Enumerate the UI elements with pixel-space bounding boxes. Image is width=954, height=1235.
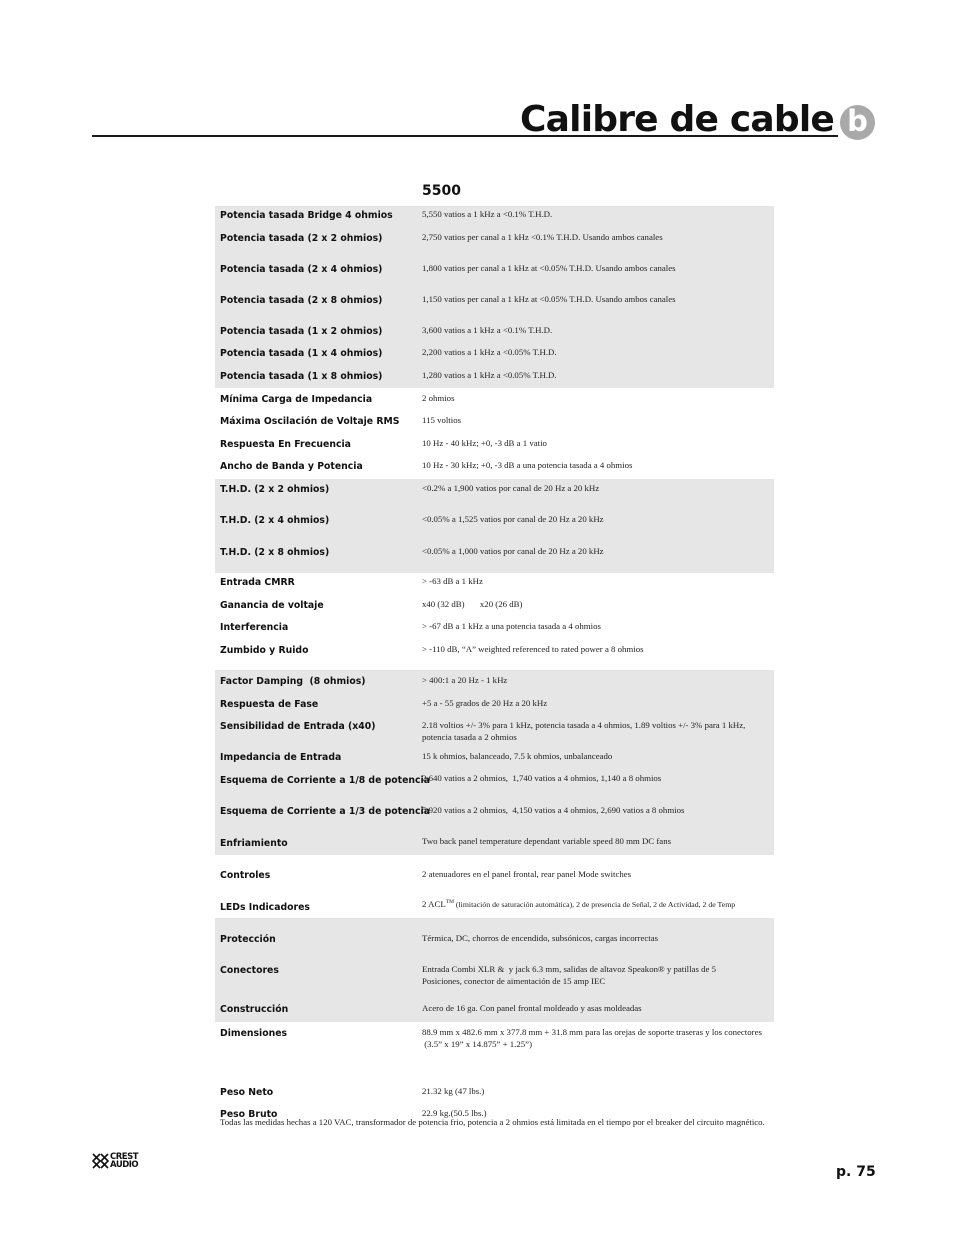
spec-value: 5,920 vatios a 2 ohmios, 4,150 vatios a 4 ohmios, 2,690 vatios a 8 ohmios xyxy=(422,805,685,815)
spec-value: <0.05% a 1,000 vatios por canal de 20 Hz a 20 kHz xyxy=(422,546,604,556)
spec-value: 1,280 vatios a 1 kHz a <0.05% T.H.D. xyxy=(422,370,557,380)
spec-value: x40 (32 dB) x20 (26 dB) xyxy=(422,599,523,609)
spec-value: Térmica, DC, chorros de encendido, subsónicos, cargas incorrectas xyxy=(422,933,659,943)
spec-label: Potencia tasada (1 x 2 ohmios) xyxy=(220,326,383,337)
logo-text-crest: CREST xyxy=(110,1152,139,1162)
spec-value: 2,750 vatios per canal a 1 kHz <0.1% T.H.D. Usando ambos canales xyxy=(422,232,663,242)
spec-value: 10 Hz - 30 kHz; +0, -3 dB a una potencia tasada a 4 ohmios xyxy=(422,460,633,470)
spec-value: Entrada Combi XLR & y jack 6.3 mm, salidas de altavoz Speakon® y patillas de 5 Posiciones, conector de aimentación de 15 amp IEC xyxy=(422,964,719,986)
spec-label: Mínima Carga de Impedancia xyxy=(220,394,373,405)
crest-logo-icon xyxy=(92,1153,109,1169)
spec-label: Construcción xyxy=(220,1004,289,1015)
spec-value: 115 voltios xyxy=(422,415,462,425)
spec-value: 2 ohmios xyxy=(422,393,455,403)
spec-table xyxy=(215,206,774,1122)
spec-value: 2,200 vatios a 1 kHz a <0.05% T.H.D. xyxy=(422,347,557,357)
leds-value-prefix: 2 ACL xyxy=(422,899,446,909)
spec-group-mechanical xyxy=(215,918,774,1022)
spec-label: Máxima Oscilación de Voltaje RMS xyxy=(220,416,400,427)
spec-label: Enfriamiento xyxy=(220,838,288,849)
spec-value: > -110 dB, “A” weighted referenced to rated power a 8 ohmios xyxy=(422,644,644,654)
spec-label: Controles xyxy=(220,870,271,881)
spec-value: > 400:1 a 20 Hz - 1 kHz xyxy=(422,675,508,685)
spec-label: Protección xyxy=(220,934,276,945)
spec-label: Esquema de Corriente a 1/8 de potencia xyxy=(220,775,430,786)
spec-label: Entrada CMRR xyxy=(220,577,295,588)
model-heading: 5500 xyxy=(422,183,461,199)
spec-label: Factor Damping (8 ohmios) xyxy=(220,676,366,687)
page-title: Calibre de cable xyxy=(520,99,834,140)
spec-label: Esquema de Corriente a 1/3 de potencia xyxy=(220,806,430,817)
spec-value: > -63 dB a 1 kHz xyxy=(422,576,483,586)
spec-label: Zumbido y Ruido xyxy=(220,645,309,656)
spec-label: T.H.D. (2 x 4 ohmios) xyxy=(220,515,330,526)
logo-text-audio: AUDIO xyxy=(110,1160,139,1170)
spec-label: Potencia tasada (1 x 4 ohmios) xyxy=(220,348,383,359)
spec-value: 22.9 kg.(50.5 lbs.) xyxy=(422,1108,487,1118)
footnote: Todas las medidas hechas a 120 VAC, transformador de potencia frio, potencia a 2 ohmios está limitada en el tiempo por el breaker del circuito magnético. xyxy=(220,1117,765,1127)
spec-group-power xyxy=(215,206,774,388)
spec-value: Acero de 16 ga. Con panel frontal moldeado y asas moldeadas xyxy=(422,1003,642,1013)
spec-value: 1,800 vatios per canal a 1 kHz at <0.05% T.H.D. Usando ambos canales xyxy=(422,263,676,273)
spec-label: Dimensiones xyxy=(220,1028,288,1039)
spec-group-noise xyxy=(215,573,774,670)
dimensions-imperial: (3.5” x 19” x 14.875” + 1.25”) xyxy=(422,1038,533,1049)
spec-group-response xyxy=(215,388,774,479)
spec-value: 2.18 voltios +/- 3% para 1 kHz, potencia tasada a 4 ohmios, 1.89 voltios +/- 3% para 1 kHz, potencia tasada a 2 ohmios xyxy=(422,720,746,742)
spec-label: Conectores xyxy=(220,965,279,976)
spec-label: Potencia tasada (1 x 8 ohmios) xyxy=(220,371,383,382)
page-number: p. 75 xyxy=(836,1164,876,1180)
spec-label: Respuesta de Fase xyxy=(220,699,319,710)
spec-label: Peso Neto xyxy=(220,1087,274,1098)
brand-logo xyxy=(92,1152,162,1170)
spec-value: Two back panel temperature dependant variable speed 80 mm DC fans xyxy=(422,836,672,846)
spec-group-controls xyxy=(215,855,774,918)
leds-value-rest: (limitación de saturación automática), 2 de presencia de Señal, 2 de Actividad, 2 de Temp xyxy=(453,900,736,909)
spec-label: T.H.D. (2 x 8 ohmios) xyxy=(220,547,330,558)
spec-label: Potencia tasada Bridge 4 ohmios xyxy=(220,210,393,221)
spec-value: <0.2% a 1,900 vatios por canal de 20 Hz a 20 kHz xyxy=(422,483,600,493)
spec-value: 2,640 vatios a 2 ohmios, 1,740 vatios a 4 ohmios, 1,140 a 8 ohmios xyxy=(422,773,662,783)
spec-group-thd xyxy=(215,479,774,573)
appendix-badge: b xyxy=(840,105,875,140)
spec-label: Ganancia de voltaje xyxy=(220,600,324,611)
spec-label: Peso Bruto xyxy=(220,1109,278,1120)
spec-group-electrical xyxy=(215,670,774,855)
spec-label: Respuesta En Frecuencia xyxy=(220,439,351,450)
spec-value: 1,150 vatios per canal a 1 kHz at <0.05% T.H.D. Usando ambos canales xyxy=(422,294,676,304)
spec-label: Potencia tasada (2 x 8 ohmios) xyxy=(220,295,383,306)
spec-label: Impedancia de Entrada xyxy=(220,752,342,763)
spec-value: 15 k ohmios, balanceado, 7.5 k ohmios, unbalanceado xyxy=(422,751,613,761)
spec-value: <0.05% a 1,525 vatios por canal de 20 Hz a 20 kHz xyxy=(422,514,604,524)
spec-value: 10 Hz - 40 kHz; +0, -3 dB a 1 vatio xyxy=(422,438,547,448)
spec-value: > -67 dB a 1 kHz a una potencia tasada a 4 ohmios xyxy=(422,621,601,631)
dimensions-metric: 88.9 mm x 482.6 mm x 377.8 mm + 31.8 mm para las orejas de soporte traseras y los conectores xyxy=(422,1027,762,1037)
spec-value: 5,550 vatios a 1 kHz a <0.1% T.H.D. xyxy=(422,209,553,219)
spec-value: +5 a - 55 grados de 20 Hz a 20 kHz xyxy=(422,698,548,708)
spec-value: 2 atenuadores en el panel frontal, rear panel Mode switches xyxy=(422,869,632,879)
spec-label: Potencia tasada (2 x 2 ohmios) xyxy=(220,233,383,244)
spec-group-physical xyxy=(215,1022,774,1122)
spec-value xyxy=(422,1027,762,1050)
spec-value: 21.32 kg (47 lbs.) xyxy=(422,1086,485,1096)
spec-label: Interferencia xyxy=(220,622,289,633)
spec-label: Potencia tasada (2 x 4 ohmios) xyxy=(220,264,383,275)
trademark-superscript: TM xyxy=(445,899,454,906)
spec-label: Sensibilidad de Entrada (x40) xyxy=(220,721,376,732)
spec-label: T.H.D. (2 x 2 ohmios) xyxy=(220,484,330,495)
spec-label: Ancho de Banda y Potencia xyxy=(220,461,363,472)
spec-value xyxy=(422,899,768,911)
spec-label: LEDs Indicadores xyxy=(220,902,310,913)
spec-value: 3,600 vatios a 1 kHz a <0.1% T.H.D. xyxy=(422,325,553,335)
